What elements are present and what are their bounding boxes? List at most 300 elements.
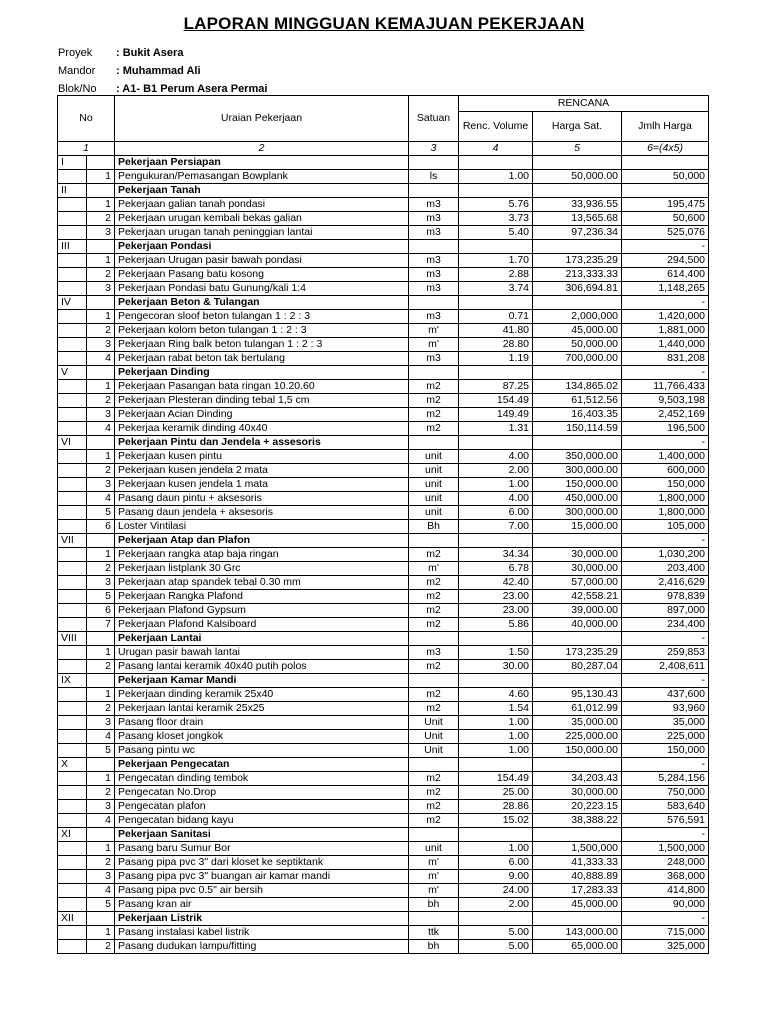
item-number: 2 <box>87 940 115 954</box>
unit-cell: m2 <box>409 380 459 394</box>
meta-label: Mandor <box>58 65 96 77</box>
work-description: Pekerjaan urugan tanah peninggian lantai <box>115 226 409 240</box>
cell-empty <box>87 674 115 688</box>
cell-empty <box>87 828 115 842</box>
table-row <box>58 926 709 940</box>
total-price-cell: - <box>622 436 709 450</box>
cell-empty <box>87 632 115 646</box>
total-price-cell: 150,000 <box>622 744 709 758</box>
unit-price-cell: 17,283.33 <box>533 884 622 898</box>
total-price-cell: 35,000 <box>622 716 709 730</box>
volume-cell: 30.00 <box>459 660 533 674</box>
header-index: 3 <box>409 142 459 156</box>
work-description: Pasang pipa pvc 3" dari kloset ke septiktank <box>115 856 409 870</box>
table-row <box>58 870 709 884</box>
unit-price-cell: 213,333.33 <box>533 268 622 282</box>
table-row <box>58 380 709 394</box>
total-price-cell: 325,000 <box>622 940 709 954</box>
work-description: Pekerjaan Plesteran dinding tebal 1,5 cm <box>115 394 409 408</box>
table-row <box>58 408 709 422</box>
section-row <box>58 436 709 450</box>
volume-cell: 87.25 <box>459 380 533 394</box>
work-description: Pekerjaan Persiapan <box>115 156 409 170</box>
work-description: Pekerjaan Lantai <box>115 632 409 646</box>
volume-cell: 4.00 <box>459 450 533 464</box>
unit-price-cell <box>533 156 622 170</box>
unit-cell: unit <box>409 478 459 492</box>
work-description: Pasang floor drain <box>115 716 409 730</box>
volume-cell: 42.40 <box>459 576 533 590</box>
work-description: Pasang instalasi kabel listrik <box>115 926 409 940</box>
work-description: Pekerjaan Acian Dinding <box>115 408 409 422</box>
unit-price-cell: 306,694.81 <box>533 282 622 296</box>
unit-price-cell: 65,000.00 <box>533 940 622 954</box>
volume-cell: 0.71 <box>459 310 533 324</box>
item-number: 1 <box>87 688 115 702</box>
section-row <box>58 366 709 380</box>
unit-cell: m2 <box>409 394 459 408</box>
table-row <box>58 842 709 856</box>
cell-empty <box>58 380 87 394</box>
total-price-cell: - <box>622 366 709 380</box>
section-row <box>58 240 709 254</box>
volume-cell: 1.00 <box>459 478 533 492</box>
section-row <box>58 534 709 548</box>
unit-price-cell: 450,000.00 <box>533 492 622 506</box>
work-description: Pekerjaan atap spandek tebal 0.30 mm <box>115 576 409 590</box>
total-price-cell: - <box>622 632 709 646</box>
cell-empty <box>58 702 87 716</box>
table-row <box>58 730 709 744</box>
unit-cell: m2 <box>409 590 459 604</box>
unit-price-cell: 13,565.68 <box>533 212 622 226</box>
work-description: Pekerjaan Plafond Kalsiboard <box>115 618 409 632</box>
table-body <box>58 156 709 954</box>
volume-cell <box>459 436 533 450</box>
table-row <box>58 646 709 660</box>
unit-cell <box>409 828 459 842</box>
cell-empty <box>58 310 87 324</box>
cell-empty <box>58 884 87 898</box>
cell-empty <box>87 296 115 310</box>
total-price-cell: 750,000 <box>622 786 709 800</box>
report-title: LAPORAN MINGGUAN KEMAJUAN PEKERJAAN <box>183 14 585 33</box>
cell-empty <box>58 856 87 870</box>
volume-cell: 6.00 <box>459 856 533 870</box>
volume-cell: 2.00 <box>459 898 533 912</box>
total-price-cell: - <box>622 534 709 548</box>
cell-empty <box>58 548 87 562</box>
unit-price-cell <box>533 534 622 548</box>
total-price-cell: 294,500 <box>622 254 709 268</box>
total-price-cell: 2,452,169 <box>622 408 709 422</box>
item-number: 2 <box>87 268 115 282</box>
total-price-cell: 196,500 <box>622 422 709 436</box>
unit-price-cell: 50,000.00 <box>533 338 622 352</box>
volume-cell: 6.78 <box>459 562 533 576</box>
work-description: Pekerjaan Atap dan Plafon <box>115 534 409 548</box>
unit-price-cell: 20,223.15 <box>533 800 622 814</box>
cell-empty <box>58 604 87 618</box>
unit-price-cell: 30,000.00 <box>533 548 622 562</box>
cell-empty <box>58 590 87 604</box>
unit-price-cell: 150,114.59 <box>533 422 622 436</box>
unit-price-cell: 150,000.00 <box>533 478 622 492</box>
item-number: 6 <box>87 604 115 618</box>
unit-cell: unit <box>409 842 459 856</box>
unit-cell: m2 <box>409 800 459 814</box>
unit-price-cell: 45,000.00 <box>533 324 622 338</box>
header-index: 5 <box>533 142 622 156</box>
unit-cell: m' <box>409 884 459 898</box>
item-number: 7 <box>87 618 115 632</box>
total-price-cell: - <box>622 912 709 926</box>
total-price-cell: 614,400 <box>622 268 709 282</box>
unit-price-cell: 42,558.21 <box>533 590 622 604</box>
work-description: Pekerjaan Listrik <box>115 912 409 926</box>
volume-cell <box>459 674 533 688</box>
cell-empty <box>58 814 87 828</box>
unit-cell: bh <box>409 940 459 954</box>
unit-price-cell: 143,000.00 <box>533 926 622 940</box>
volume-cell: 3.73 <box>459 212 533 226</box>
volume-cell: 1.54 <box>459 702 533 716</box>
item-number: 5 <box>87 506 115 520</box>
work-description: Pasang pipa pvc 0.5" air bersih <box>115 884 409 898</box>
unit-cell: ttk <box>409 926 459 940</box>
table-row <box>58 772 709 786</box>
unit-cell: m3 <box>409 212 459 226</box>
item-number: 3 <box>87 282 115 296</box>
work-description: Pasang pintu wc <box>115 744 409 758</box>
unit-cell: m' <box>409 870 459 884</box>
unit-price-cell: 700,000.00 <box>533 352 622 366</box>
table-row <box>58 338 709 352</box>
work-description: Pekerjaan Tanah <box>115 184 409 198</box>
volume-cell <box>459 240 533 254</box>
section-number: II <box>58 184 87 198</box>
work-description: Pekerjaan Rangka Plafond <box>115 590 409 604</box>
cell-empty <box>58 338 87 352</box>
volume-cell: 4.60 <box>459 688 533 702</box>
table-row <box>58 856 709 870</box>
unit-cell <box>409 156 459 170</box>
unit-price-cell: 30,000.00 <box>533 562 622 576</box>
work-description: Urugan pasir bawah lantai <box>115 646 409 660</box>
cell-empty <box>58 226 87 240</box>
table-row <box>58 884 709 898</box>
table-row <box>58 226 709 240</box>
total-price-cell: 90,000 <box>622 898 709 912</box>
table-row <box>58 660 709 674</box>
unit-cell: m3 <box>409 310 459 324</box>
work-description: Pekerjaan rabat beton tak bertulang <box>115 352 409 366</box>
section-row <box>58 184 709 198</box>
unit-price-cell <box>533 758 622 772</box>
volume-cell: 3.74 <box>459 282 533 296</box>
unit-price-cell: 97,236.34 <box>533 226 622 240</box>
work-description: Pekerjaan Urugan pasir bawah pondasi <box>115 254 409 268</box>
item-number: 2 <box>87 786 115 800</box>
item-number: 1 <box>87 926 115 940</box>
unit-price-cell: 41,333.33 <box>533 856 622 870</box>
unit-cell: ls <box>409 170 459 184</box>
meta-label: Proyek <box>58 47 93 59</box>
item-number: 6 <box>87 520 115 534</box>
item-number: 4 <box>87 814 115 828</box>
unit-cell: m3 <box>409 646 459 660</box>
total-price-cell: 414,800 <box>622 884 709 898</box>
unit-price-cell: 61,012.99 <box>533 702 622 716</box>
item-number: 2 <box>87 324 115 338</box>
volume-cell: 5.00 <box>459 940 533 954</box>
item-number: 5 <box>87 744 115 758</box>
volume-cell: 5.00 <box>459 926 533 940</box>
unit-cell: m' <box>409 324 459 338</box>
unit-price-cell <box>533 674 622 688</box>
table-row <box>58 548 709 562</box>
item-number: 2 <box>87 660 115 674</box>
cell-empty <box>58 716 87 730</box>
meta-proyek <box>58 44 183 62</box>
unit-cell: m2 <box>409 702 459 716</box>
work-description: Pekerjaan Pasang batu kosong <box>115 268 409 282</box>
total-price-cell: 5,284,156 <box>622 772 709 786</box>
unit-cell: m2 <box>409 786 459 800</box>
header-no: No <box>58 96 115 142</box>
table-row <box>58 352 709 366</box>
unit-price-cell <box>533 296 622 310</box>
work-description: Pekerjaan Dinding <box>115 366 409 380</box>
volume-cell: 6.00 <box>459 506 533 520</box>
item-number: 3 <box>87 478 115 492</box>
table-row <box>58 492 709 506</box>
total-price-cell: 600,000 <box>622 464 709 478</box>
work-description: Pekerjaan kusen jendela 1 mata <box>115 478 409 492</box>
section-number: IV <box>58 296 87 310</box>
header-satuan: Satuan <box>409 96 459 142</box>
unit-cell: m2 <box>409 618 459 632</box>
cell-empty <box>58 576 87 590</box>
table-row <box>58 800 709 814</box>
unit-price-cell: 134,865.02 <box>533 380 622 394</box>
unit-price-cell: 33,936.55 <box>533 198 622 212</box>
work-description: Pasang dudukan lampu/fitting <box>115 940 409 954</box>
header-uraian: Uraian Pekerjaan <box>115 96 409 142</box>
cell-empty <box>87 436 115 450</box>
table-row <box>58 702 709 716</box>
unit-price-cell: 45,000.00 <box>533 898 622 912</box>
work-description: Pekerjaan Pasangan bata ringan 10.20.60 <box>115 380 409 394</box>
unit-cell <box>409 534 459 548</box>
volume-cell: 1.31 <box>459 422 533 436</box>
work-description: Pekerjaan Beton & Tulangan <box>115 296 409 310</box>
table-row <box>58 604 709 618</box>
cell-empty <box>58 450 87 464</box>
unit-price-cell: 1,500,000 <box>533 842 622 856</box>
unit-cell: m3 <box>409 254 459 268</box>
volume-cell <box>459 828 533 842</box>
unit-price-cell: 40,000.00 <box>533 618 622 632</box>
volume-cell <box>459 632 533 646</box>
unit-price-cell: 35,000.00 <box>533 716 622 730</box>
cell-empty <box>87 156 115 170</box>
item-number: 2 <box>87 212 115 226</box>
cell-empty <box>58 422 87 436</box>
item-number: 1 <box>87 380 115 394</box>
unit-cell: m2 <box>409 422 459 436</box>
total-price-cell: 1,030,200 <box>622 548 709 562</box>
unit-cell: m2 <box>409 604 459 618</box>
unit-price-cell: 150,000.00 <box>533 744 622 758</box>
volume-cell: 41.80 <box>459 324 533 338</box>
table-row <box>58 562 709 576</box>
unit-cell: Unit <box>409 744 459 758</box>
meta-value: : Muhammad Ali <box>116 65 201 77</box>
unit-price-cell: 173,235.29 <box>533 646 622 660</box>
unit-price-cell: 173,235.29 <box>533 254 622 268</box>
unit-cell: Unit <box>409 716 459 730</box>
volume-cell: 28.80 <box>459 338 533 352</box>
section-row <box>58 674 709 688</box>
total-price-cell: 150,000 <box>622 478 709 492</box>
total-price-cell: 259,853 <box>622 646 709 660</box>
cell-empty <box>58 324 87 338</box>
table-row <box>58 310 709 324</box>
volume-cell: 4.00 <box>459 492 533 506</box>
volume-cell <box>459 758 533 772</box>
table-row <box>58 254 709 268</box>
total-price-cell: 368,000 <box>622 870 709 884</box>
item-number: 1 <box>87 772 115 786</box>
unit-cell: m2 <box>409 688 459 702</box>
table-row <box>58 716 709 730</box>
work-description: Pasang lantai keramik 40x40 putih polos <box>115 660 409 674</box>
volume-cell: 23.00 <box>459 590 533 604</box>
volume-cell <box>459 366 533 380</box>
section-row <box>58 632 709 646</box>
total-price-cell: 50,600 <box>622 212 709 226</box>
work-description: Pengecatan plafon <box>115 800 409 814</box>
work-description: Pekerjaan kusen pintu <box>115 450 409 464</box>
unit-price-cell <box>533 632 622 646</box>
total-price-cell: 11,766,433 <box>622 380 709 394</box>
header-harga-sat: Harga Sat. <box>533 112 622 142</box>
cell-empty <box>58 268 87 282</box>
item-number: 4 <box>87 884 115 898</box>
work-description: Pekerjaan dinding keramik 25x40 <box>115 688 409 702</box>
item-number: 2 <box>87 702 115 716</box>
work-progress-table <box>57 95 709 954</box>
item-number: 3 <box>87 716 115 730</box>
item-number: 3 <box>87 408 115 422</box>
unit-cell: m2 <box>409 576 459 590</box>
total-price-cell: 2,408,611 <box>622 660 709 674</box>
volume-cell: 5.76 <box>459 198 533 212</box>
total-price-cell: 715,000 <box>622 926 709 940</box>
meta-mandor <box>58 62 201 80</box>
work-description: Pasang kloset jongkok <box>115 730 409 744</box>
cell-empty <box>58 898 87 912</box>
volume-cell <box>459 296 533 310</box>
item-number: 1 <box>87 310 115 324</box>
unit-cell <box>409 240 459 254</box>
total-price-cell: 1,440,000 <box>622 338 709 352</box>
section-row <box>58 758 709 772</box>
table-row <box>58 198 709 212</box>
cell-empty <box>58 744 87 758</box>
work-description: Pekerjaan rangka atap baja ringan <box>115 548 409 562</box>
unit-cell: m' <box>409 856 459 870</box>
unit-cell: m2 <box>409 408 459 422</box>
total-price-cell: 248,000 <box>622 856 709 870</box>
item-number: 3 <box>87 870 115 884</box>
section-number: VI <box>58 436 87 450</box>
unit-cell: Unit <box>409 730 459 744</box>
section-row <box>58 156 709 170</box>
total-price-cell: - <box>622 828 709 842</box>
unit-cell: unit <box>409 464 459 478</box>
section-number: IX <box>58 674 87 688</box>
table-row <box>58 786 709 800</box>
total-price-cell: 1,500,000 <box>622 842 709 856</box>
table-row <box>58 618 709 632</box>
table-row <box>58 744 709 758</box>
work-description: Pasang baru Sumur Bor <box>115 842 409 856</box>
volume-cell: 1.70 <box>459 254 533 268</box>
unit-cell: bh <box>409 898 459 912</box>
cell-empty <box>58 730 87 744</box>
cell-empty <box>58 282 87 296</box>
cell-empty <box>58 786 87 800</box>
unit-price-cell: 80,287.04 <box>533 660 622 674</box>
table-row <box>58 478 709 492</box>
volume-cell: 23.00 <box>459 604 533 618</box>
work-description: Pekerjaan Sanitasi <box>115 828 409 842</box>
work-description: Pasang daun jendela + aksesoris <box>115 506 409 520</box>
unit-price-cell: 2,000,000 <box>533 310 622 324</box>
work-description: Pekerjaa keramik dinding 40x40 <box>115 422 409 436</box>
work-description: Pekerjaan kolom beton tulangan 1 : 2 : 3 <box>115 324 409 338</box>
cell-empty <box>58 464 87 478</box>
unit-price-cell: 30,000.00 <box>533 786 622 800</box>
cell-empty <box>58 492 87 506</box>
total-price-cell: - <box>622 296 709 310</box>
unit-price-cell <box>533 912 622 926</box>
unit-cell: m3 <box>409 352 459 366</box>
total-price-cell: 195,475 <box>622 198 709 212</box>
unit-price-cell <box>533 436 622 450</box>
cell-empty <box>58 394 87 408</box>
cell-empty <box>58 352 87 366</box>
unit-cell <box>409 912 459 926</box>
total-price-cell: 1,800,000 <box>622 492 709 506</box>
total-price-cell: 50,000 <box>622 170 709 184</box>
cell-empty <box>87 534 115 548</box>
cell-empty <box>58 870 87 884</box>
volume-cell: 1.00 <box>459 170 533 184</box>
cell-empty <box>87 366 115 380</box>
table-row <box>58 282 709 296</box>
unit-cell: m3 <box>409 282 459 296</box>
item-number: 3 <box>87 576 115 590</box>
total-price-cell: 1,420,000 <box>622 310 709 324</box>
item-number: 2 <box>87 562 115 576</box>
volume-cell: 1.50 <box>459 646 533 660</box>
volume-cell: 154.49 <box>459 772 533 786</box>
volume-cell: 34.34 <box>459 548 533 562</box>
table-row <box>58 520 709 534</box>
